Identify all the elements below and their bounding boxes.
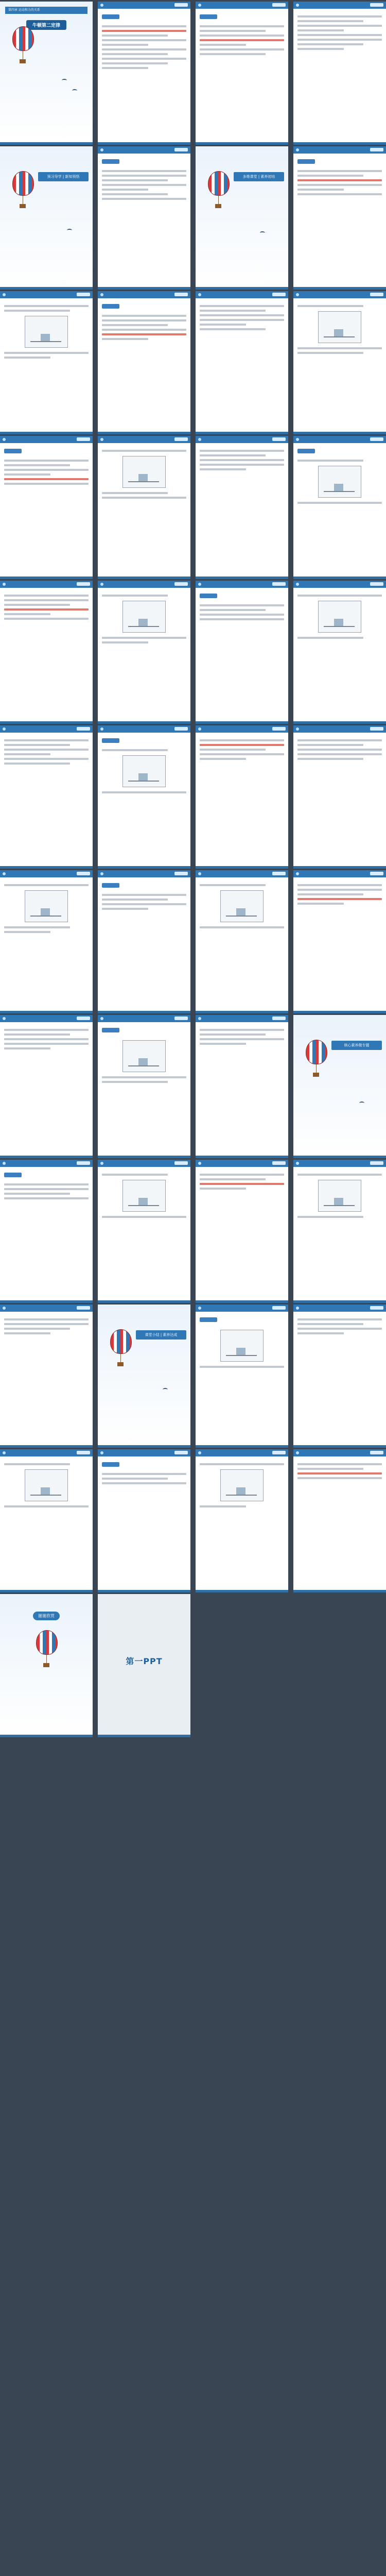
slide-body-text (196, 443, 288, 470)
slide-nav-icon[interactable] (272, 872, 286, 875)
slide-body-text (0, 1456, 93, 1507)
logo-slide[interactable] (98, 1594, 190, 1737)
slide-nav-icon[interactable] (77, 1016, 90, 1020)
slide-header-bar (293, 725, 386, 733)
slide-header-bar (98, 291, 190, 298)
slide-body-text (98, 9, 190, 69)
section-title: 预习导学 | 新知领悟 (38, 172, 89, 181)
slide-nav-icon[interactable] (174, 1016, 188, 1020)
slide-header-bar (196, 1304, 288, 1312)
slide-nav-icon[interactable] (370, 872, 383, 875)
hot-air-balloon-icon (36, 1630, 57, 1707)
figure-slide[interactable] (0, 1449, 93, 1592)
slide-header-bar (293, 1449, 386, 1456)
figure-slide[interactable] (98, 581, 190, 724)
slide-nav-icon[interactable] (272, 293, 286, 296)
figure-slide[interactable] (293, 1160, 386, 1303)
slide-header-bar (0, 436, 93, 443)
slide-body-text (98, 877, 190, 910)
hot-air-balloon-icon (110, 1329, 131, 1406)
slide-nav-icon[interactable] (77, 872, 90, 875)
slide-header-bar (98, 146, 190, 154)
text-slide[interactable] (98, 2, 190, 145)
slide-nav-icon[interactable] (370, 1451, 383, 1454)
figure-placeholder (220, 890, 264, 922)
slide-body-text (196, 1456, 288, 1507)
text-slide[interactable] (0, 1015, 93, 1158)
slide-header-bar (98, 436, 190, 443)
slide-body-text (293, 1456, 386, 1479)
figure-placeholder (122, 456, 166, 488)
text-slide[interactable] (196, 436, 288, 579)
text-slide[interactable] (98, 870, 190, 1013)
text-slide[interactable] (293, 146, 386, 290)
slide-body-text (293, 588, 386, 639)
figure-slide[interactable] (293, 436, 386, 579)
slide-header-bar (196, 291, 288, 298)
slide-header-bar (293, 581, 386, 588)
empty-cell (293, 1594, 386, 1737)
hot-air-balloon-icon (306, 1040, 326, 1117)
slide-body-text (98, 443, 190, 499)
figure-slide[interactable] (196, 1449, 288, 1592)
slide-body-text (196, 877, 288, 928)
text-slide[interactable] (98, 1449, 190, 1592)
ending-slide[interactable] (0, 1594, 93, 1737)
slide-header-bar (196, 1015, 288, 1022)
slide-body-text (98, 298, 190, 340)
figure-slide[interactable] (98, 436, 190, 579)
slide-nav-icon[interactable] (272, 582, 286, 586)
figure-slide[interactable] (196, 1304, 288, 1448)
slide-body-text (293, 154, 386, 195)
text-slide[interactable] (0, 1160, 93, 1303)
slide-nav-icon[interactable] (174, 872, 188, 875)
figure-slide[interactable] (98, 1160, 190, 1303)
slide-header-bar (196, 725, 288, 733)
slide-header-bar (293, 146, 386, 154)
section-title: 核心素养微专题 (331, 1041, 382, 1050)
slide-nav-icon[interactable] (77, 1306, 90, 1310)
slide-header-bar (293, 291, 386, 298)
slide-header-bar (293, 1304, 386, 1312)
figure-placeholder (318, 311, 361, 343)
slide-header-bar (98, 725, 190, 733)
figure-slide[interactable] (293, 291, 386, 434)
bird-icon (359, 1101, 364, 1105)
text-slide[interactable] (293, 1304, 386, 1448)
slide-nav-icon[interactable] (272, 1016, 286, 1020)
slide-nav-icon[interactable] (174, 727, 188, 731)
figure-placeholder (122, 755, 166, 787)
slide-header-bar (98, 1015, 190, 1022)
slide-body-text (196, 588, 288, 620)
slide-body-text (98, 733, 190, 793)
figure-placeholder (318, 1180, 361, 1212)
slide-nav-icon[interactable] (174, 437, 188, 441)
section-slide-special[interactable] (293, 1015, 386, 1158)
slide-header-bar (196, 870, 288, 877)
hot-air-balloon-icon (12, 26, 33, 104)
slide-header-bar (0, 1015, 93, 1022)
slide-nav-icon[interactable] (272, 1306, 286, 1310)
text-slide[interactable] (293, 1449, 386, 1592)
text-slide[interactable] (196, 725, 288, 869)
slide-nav-icon[interactable] (174, 1451, 188, 1454)
slide-header-bar (293, 436, 386, 443)
section-slide-preview[interactable] (0, 146, 93, 290)
lesson-title: 牛顿第二定律 (26, 20, 66, 30)
text-slide[interactable] (0, 436, 93, 579)
text-slide[interactable] (196, 581, 288, 724)
slide-body-text (98, 588, 190, 643)
slide-nav-icon[interactable] (77, 1161, 90, 1165)
slide-nav-icon[interactable] (77, 437, 90, 441)
text-slide[interactable] (0, 725, 93, 869)
slide-nav-icon[interactable] (272, 437, 286, 441)
text-slide[interactable] (98, 291, 190, 434)
slide-header-bar (0, 725, 93, 733)
slide-header-bar (196, 436, 288, 443)
figure-slide[interactable] (98, 725, 190, 869)
slide-nav-icon[interactable] (370, 727, 383, 731)
text-slide[interactable] (196, 1015, 288, 1158)
slide-nav-icon[interactable] (77, 582, 90, 586)
figure-slide[interactable] (293, 581, 386, 724)
slide-body-text (293, 9, 386, 50)
section-title: 课堂小结 | 素养达成 (136, 1330, 186, 1340)
slide-nav-icon[interactable] (370, 437, 383, 441)
text-slide[interactable] (293, 725, 386, 869)
slide-header-bar (196, 2, 288, 9)
slide-body-text (293, 443, 386, 504)
slide-nav-icon[interactable] (370, 1161, 383, 1165)
slide-body-text (0, 877, 93, 933)
slide-nav-icon[interactable] (174, 148, 188, 151)
slide-body-text (0, 443, 93, 485)
slide-body-text (0, 298, 93, 359)
figure-placeholder (25, 316, 68, 348)
text-slide[interactable] (0, 1304, 93, 1448)
figure-placeholder (220, 1469, 264, 1501)
brand-logo: 第一PPT (126, 1656, 163, 1666)
slide-nav-icon[interactable] (272, 3, 286, 7)
empty-cell (196, 1594, 288, 1737)
slide-header-bar (196, 581, 288, 588)
slide-header-bar (98, 2, 190, 9)
bird-icon (62, 79, 67, 82)
slide-nav-icon[interactable] (77, 727, 90, 731)
slide-body-text (196, 1022, 288, 1045)
figure-slide[interactable] (0, 870, 93, 1013)
slide-nav-icon[interactable] (272, 727, 286, 731)
slide-header-bar (0, 1449, 93, 1456)
text-slide[interactable] (293, 2, 386, 145)
figure-placeholder (122, 601, 166, 633)
hot-air-balloon-icon (12, 171, 33, 248)
thanks-title: 谢谢欣赏 (33, 1612, 60, 1620)
section-title: 多维课堂 | 素养初培 (234, 172, 284, 181)
slide-body-text (0, 1167, 93, 1199)
text-slide[interactable] (0, 581, 93, 724)
slide-nav-icon[interactable] (370, 582, 383, 586)
slide-body-text (293, 298, 386, 354)
slide-header-bar (293, 870, 386, 877)
slide-nav-icon[interactable] (77, 1451, 90, 1454)
hot-air-balloon-icon (208, 171, 229, 248)
slide-nav-icon[interactable] (174, 293, 188, 296)
figure-placeholder (122, 1040, 166, 1072)
slide-nav-icon[interactable] (370, 3, 383, 7)
slide-nav-icon[interactable] (174, 1161, 188, 1165)
text-slide[interactable] (196, 291, 288, 434)
slide-header-bar (0, 1160, 93, 1167)
bird-icon (67, 229, 72, 232)
slide-header-bar (0, 870, 93, 877)
figure-slide[interactable] (98, 1015, 190, 1158)
figure-placeholder (122, 1180, 166, 1212)
text-slide[interactable] (196, 1160, 288, 1303)
slide-body-text (196, 733, 288, 760)
slide-header-bar (293, 2, 386, 9)
slide-nav-icon[interactable] (272, 1161, 286, 1165)
text-slide[interactable] (293, 870, 386, 1013)
slide-body-text (196, 1312, 288, 1368)
slide-header-bar (98, 1449, 190, 1456)
slide-header-bar (98, 1160, 190, 1167)
title-slide[interactable] (0, 2, 93, 145)
slide-header-bar (98, 870, 190, 877)
slide-header-bar (0, 581, 93, 588)
slide-header-bar (293, 1160, 386, 1167)
slide-body-text (98, 154, 190, 200)
slide-body-text (196, 298, 288, 330)
figure-placeholder (318, 466, 361, 498)
section-slide-summary[interactable] (98, 1304, 190, 1448)
slide-body-text (98, 1022, 190, 1083)
slide-body-text (0, 1312, 93, 1334)
figure-slide[interactable] (0, 291, 93, 434)
slide-header-bar (196, 1449, 288, 1456)
slide-header-bar (196, 1160, 288, 1167)
slide-body-text (0, 588, 93, 620)
slide-nav-icon[interactable] (272, 1451, 286, 1454)
slide-body-text (293, 733, 386, 760)
slide-body-text (196, 9, 288, 55)
slide-body-text (98, 1456, 190, 1484)
figure-placeholder (25, 890, 68, 922)
slide-header-bar (0, 1304, 93, 1312)
slide-header-bar (98, 581, 190, 588)
section-slide-classroom[interactable] (196, 146, 288, 290)
slide-header-bar (0, 291, 93, 298)
slide-nav-icon[interactable] (174, 582, 188, 586)
slide-nav-icon[interactable] (370, 1306, 383, 1310)
bird-icon (163, 1388, 168, 1391)
chapter-title: 第四章 运动和力的关系 (5, 7, 87, 14)
slide-nav-icon[interactable] (370, 148, 383, 151)
slide-body-text (293, 877, 386, 905)
figure-slide[interactable] (196, 870, 288, 1013)
slide-body-text (293, 1167, 386, 1218)
slide-body-text (98, 1167, 190, 1218)
slide-body-text (0, 1022, 93, 1049)
bird-icon (260, 231, 265, 234)
text-slide[interactable] (196, 2, 288, 145)
figure-placeholder (220, 1330, 264, 1362)
bird-icon (72, 89, 77, 92)
slide-body-text (293, 1312, 386, 1334)
text-slide[interactable] (98, 146, 190, 290)
slide-nav-icon[interactable] (370, 293, 383, 296)
figure-placeholder (318, 601, 361, 633)
figure-placeholder (25, 1469, 68, 1501)
slide-body-text (0, 733, 93, 765)
slide-body-text (196, 1167, 288, 1190)
slide-nav-icon[interactable] (174, 3, 188, 7)
slide-nav-icon[interactable] (77, 293, 90, 296)
